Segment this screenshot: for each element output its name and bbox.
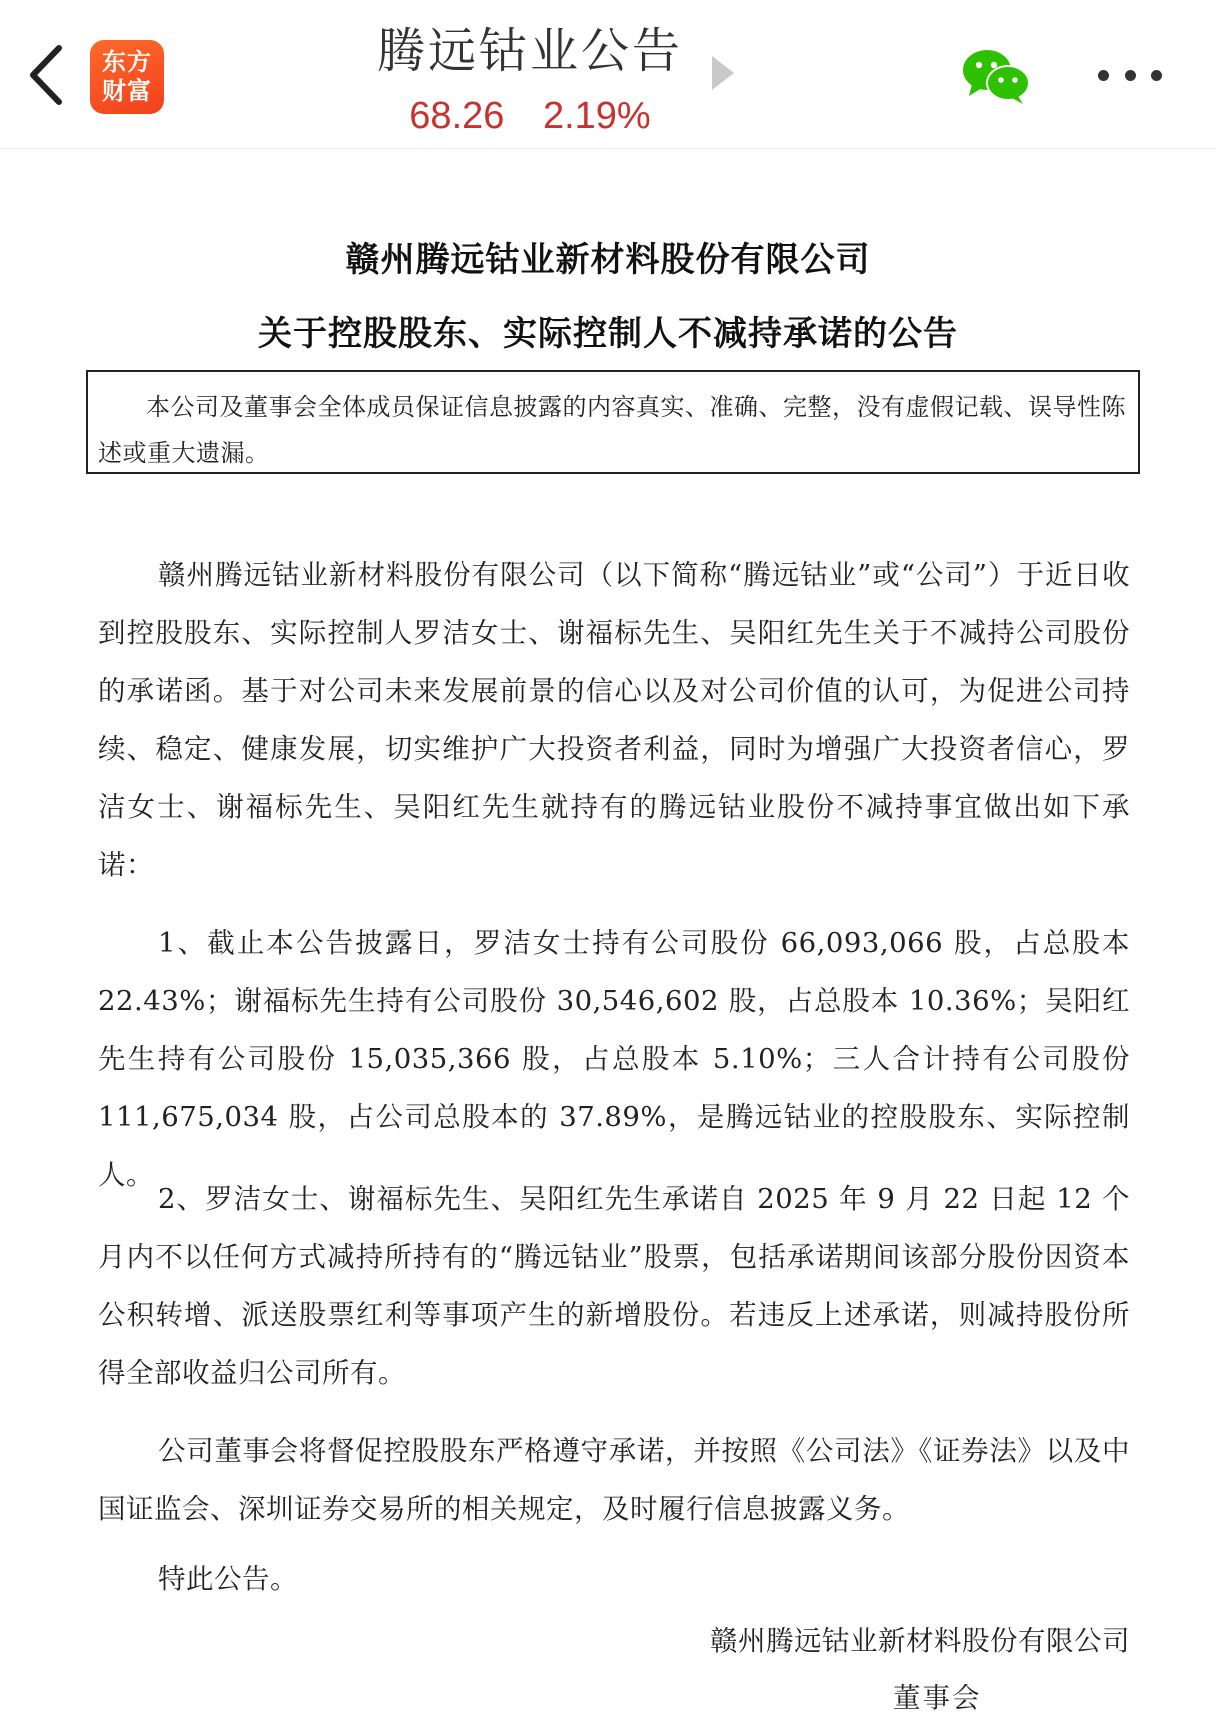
stock-quote	[340, 94, 720, 138]
paragraph-item-2: 2、罗洁女士、谢福标先生、吴阳红先生承诺自 2025 年 9 月 22 日起 12 个月内不以任何方式减持所持有的“腾远钴业”股票，包括承诺期间该部分股份因资本公积转增、派送股票红利等事项产生的新增股份。若违反上述承诺，则减持股份所得全部收益归公司所有。	[98, 1183, 1130, 1389]
triangle-right-icon[interactable]	[712, 56, 734, 90]
signature-company: 赣州腾远钴业新材料股份有限公司	[710, 1625, 1130, 1657]
paragraph-board: 公司董事会将督促控股股东严格遵守承诺，并按照《公司法》《证券法》以及中国证监会、深圳证券交易所的相关规定，及时履行信息披露义务。	[98, 1435, 1130, 1525]
back-button[interactable]	[22, 40, 72, 110]
page-title: 腾远钴业公告	[376, 23, 683, 79]
wechat-icon	[960, 46, 1032, 106]
paragraph-closing: 特此公告。	[158, 1563, 298, 1595]
back-arrow-icon	[27, 44, 67, 106]
disclaimer-box: 本公司及董事会全体成员保证信息披露的内容真实、准确、完整，没有虚假记载、误导性陈述或重大遗漏。	[86, 370, 1140, 474]
stock-price: 68.26	[409, 95, 505, 137]
more-dots-icon[interactable]	[1098, 60, 1162, 90]
notice-title: 关于控股股东、实际控制人不减持承诺的公告	[258, 314, 958, 354]
more-dot	[1098, 70, 1109, 81]
paragraph-intro: 赣州腾远钴业新材料股份有限公司（以下简称“腾远钴业”或“公司”）于近日收到控股股东、实际控制人罗洁女士、谢福标先生、吴阳红先生关于不减持公司股份的承诺函。基于对公司未来发展前景的信心以及对公司价值的认可，为促进公司持续、稳定、健康发展，切实维护广大投资者利益，同时为增强广大投资者信心，罗洁女士、谢福标先生、吴阳红先生就持有的腾远钴业股份不减持事宜做出如下承诺：	[98, 559, 1130, 881]
top-nav-bar	[0, 0, 1216, 149]
more-dot	[1151, 70, 1162, 81]
stock-change-pct: 2.19%	[542, 95, 651, 137]
company-name-heading: 赣州腾远钴业新材料股份有限公司	[345, 240, 871, 280]
wechat-share-button[interactable]	[960, 46, 1032, 106]
signature-board: 董事会	[893, 1682, 982, 1714]
brand-logo-line1: 东方	[102, 48, 152, 76]
more-dot	[1125, 70, 1136, 81]
title-block	[340, 18, 720, 138]
paragraph-item-1: 1、截止本公告披露日，罗洁女士持有公司股份 66,093,066 股，占总股本 22.43%；谢福标先生持有公司股份 30,546,602 股，占总股本 10.36%；吴阳红先生持有公司股份 15,035,366 股，占总股本 5.10%；三人合计持有公司股份 111,675,034 股，占公司总股本的 37.89%，是腾远钴业的控股股东、实际控制人。	[98, 927, 1130, 1191]
brand-logo-line2: 财富	[102, 77, 152, 105]
eastmoney-logo[interactable]	[90, 40, 164, 114]
